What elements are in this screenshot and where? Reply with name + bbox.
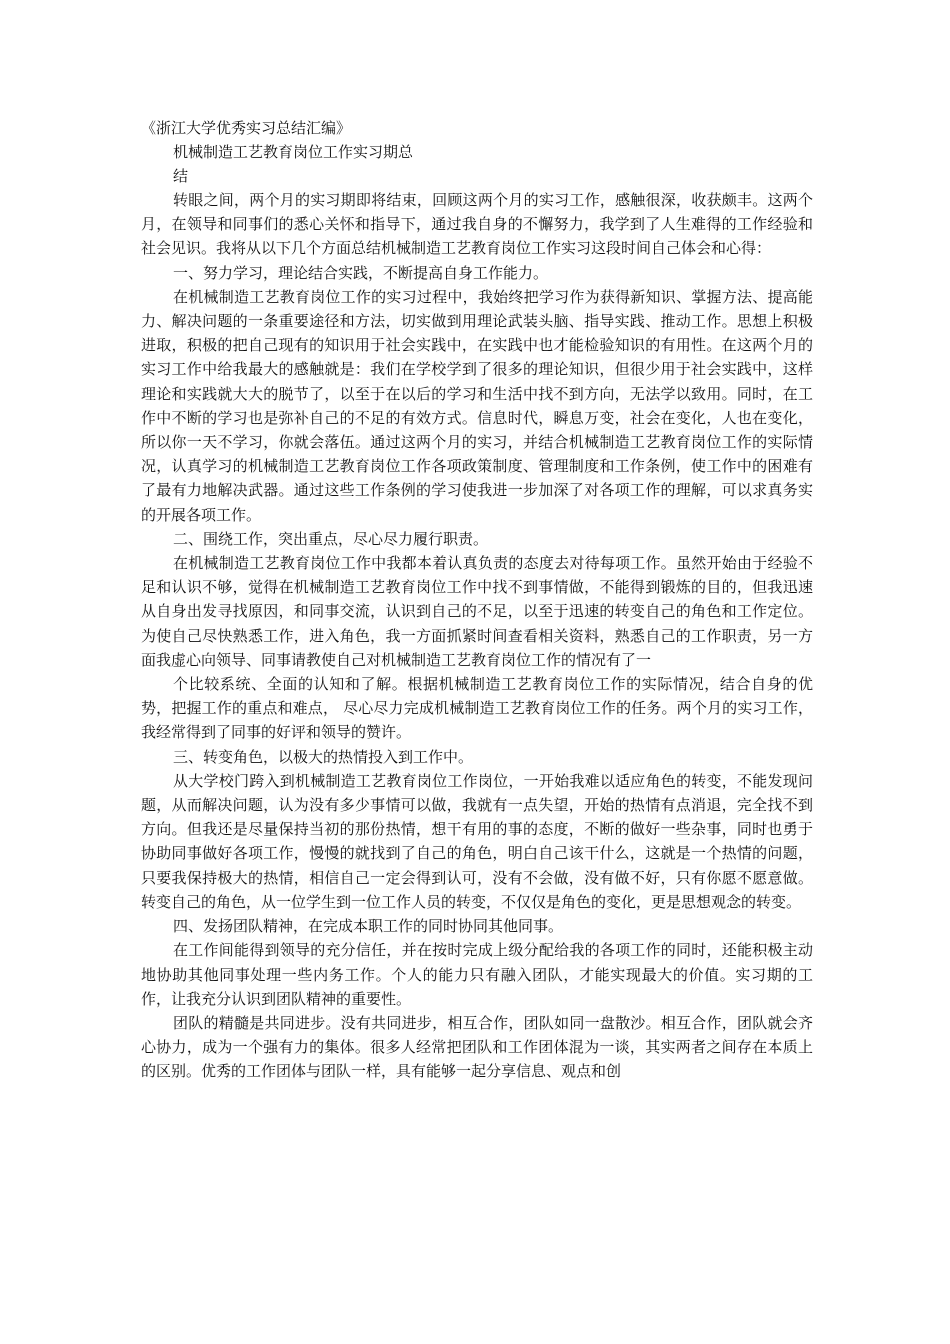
paragraph: 团队的精髓是共同进步。没有共同进步，相互合作，团队如同一盘散沙。相互合作，团队就会齐心协力，成为一个强有力的集体。很多人经常把团队和工作团体混为一谈，其实两者之间存在本质上的区别。优秀的工作团体与团队一样，具有能够一起分享信息、观点和创 <box>141 1013 813 1081</box>
document-title: 《浙江大学优秀实习总结汇编》 <box>141 119 352 137</box>
section-heading-2: 二、围绕工作，突出重点，尽心尽力履行职责。 <box>173 529 489 548</box>
document-heading-line-2: 结 <box>173 167 189 185</box>
paragraph: 在机械制造工艺教育岗位工作的实习过程中，我始终把学习作为获得新知识、掌握方法、提高能力、解决问题的一条重要途径和方法，切实做到用理论武装头脑、指导实践、推动工作。思想上积极进取，积极的把自己现有的知识用于社会实践中，在实践中也才能检验知识的有用性。在这两个月的实习工作中给我最大的感触就是：我们在学校学到了很多的理论知识，但很少用于社会实践中，这样理论和实践就大大的脱节了，以至于在以后的学习和生活中找不到方向，无法学以致用。同时，在工作中不断的学习也是弥补自己的不足的有效方式。信息时代，瞬息万变，社会在变化，人也在变化，所以你一天不学习，你就会落伍。通过这两个月的实习，并结合机械制造工艺教育岗位工作的实际情况，认真学习的机械制造工艺教育岗位工作各项政策制度、管理制度和工作条例，使工作中的困难有了最有力地解决武器。通过这些工作条例的学习使我进一步加深了对各项工作的理解，可以求真务实的开展各项工作。 <box>141 287 813 524</box>
document-page <box>141 116 813 1084</box>
document-heading-line-1: 机械制造工艺教育岗位工作实习期总 <box>173 143 414 161</box>
section-heading-4: 四、发扬团队精神，在完成本职工作的同时协同其他同事。 <box>173 917 564 936</box>
paragraph: 个比较系统、全面的认知和了解。根据机械制造工艺教育岗位工作的实际情况，结合自身的优势，把握工作的重点和难点， 尽心尽力完成机械制造工艺教育岗位工作的任务。两个月的实习工作，我经常得到了同事的好评和领导的赞许。 <box>141 675 813 742</box>
paragraph: 从大学校门跨入到机械制造工艺教育岗位工作岗位，一开始我难以适应角色的转变，不能发现问题，从而解决问题，认为没有多少事情可以做，我就有一点失望，开始的热情有点消退，完全找不到方向。但我还是尽量保持当初的那份热情，想干有用的事的态度，不断的做好一些杂事，同时也勇于协助同事做好各项工作，慢慢的就找到了自己的角色，明白自己该干什么，这就是一个热情的问题，只要我保持极大的热情，相信自己一定会得到认可，没有不会做，没有做不好，只有你愿不愿意做。转变自己的角色，从一位学生到一位工作人员的转变，不仅仅是角色的变化，更是思想观念的转变。 <box>141 771 813 911</box>
paragraph-intro: 转眼之间，两个月的实习期即将结束，回顾这两个月的实习工作，感触很深，收获颇丰。这两个月，在领导和同事们的悉心关怀和指导下，通过我自身的不懈努力，我学到了人生难得的工作经验和社会见识。我将从以下几个方面总结机械制造工艺教育岗位工作实习这段时间自己体会和心得： <box>141 191 813 258</box>
section-heading-3: 三、转变角色，以极大的热情投入到工作中。 <box>173 747 474 766</box>
document-body <box>141 188 813 1084</box>
paragraph: 在工作间能得到领导的充分信任，并在按时完成上级分配给我的各项工作的同时，还能积极主动地协助其他同事处理一些内务工作。个人的能力只有融入团队，才能实现最大的价值。实习期的工作，让我充分认识到团队精神的重要性。 <box>141 941 813 1008</box>
section-heading-1: 一、努力学习，理论结合实践，不断提高自身工作能力。 <box>173 263 549 282</box>
paragraph: 在机械制造工艺教育岗位工作中我都本着认真负责的态度去对待每项工作。虽然开始由于经验不足和认识不够，觉得在机械制造工艺教育岗位工作中找不到事情做，不能得到锻炼的目的，但我迅速从自身出发寻找原因，和同事交流，认识到自己的不足，以至于迅速的转变自己的角色和工作定位。为使自己尽快熟悉工作，进入角色，我一方面抓紧时间查看相关资料，熟悉自己的工作职责，另一方面我虚心向领导、同事请教使自己对机械制造工艺教育岗位工作的情况有了一 <box>141 554 813 669</box>
